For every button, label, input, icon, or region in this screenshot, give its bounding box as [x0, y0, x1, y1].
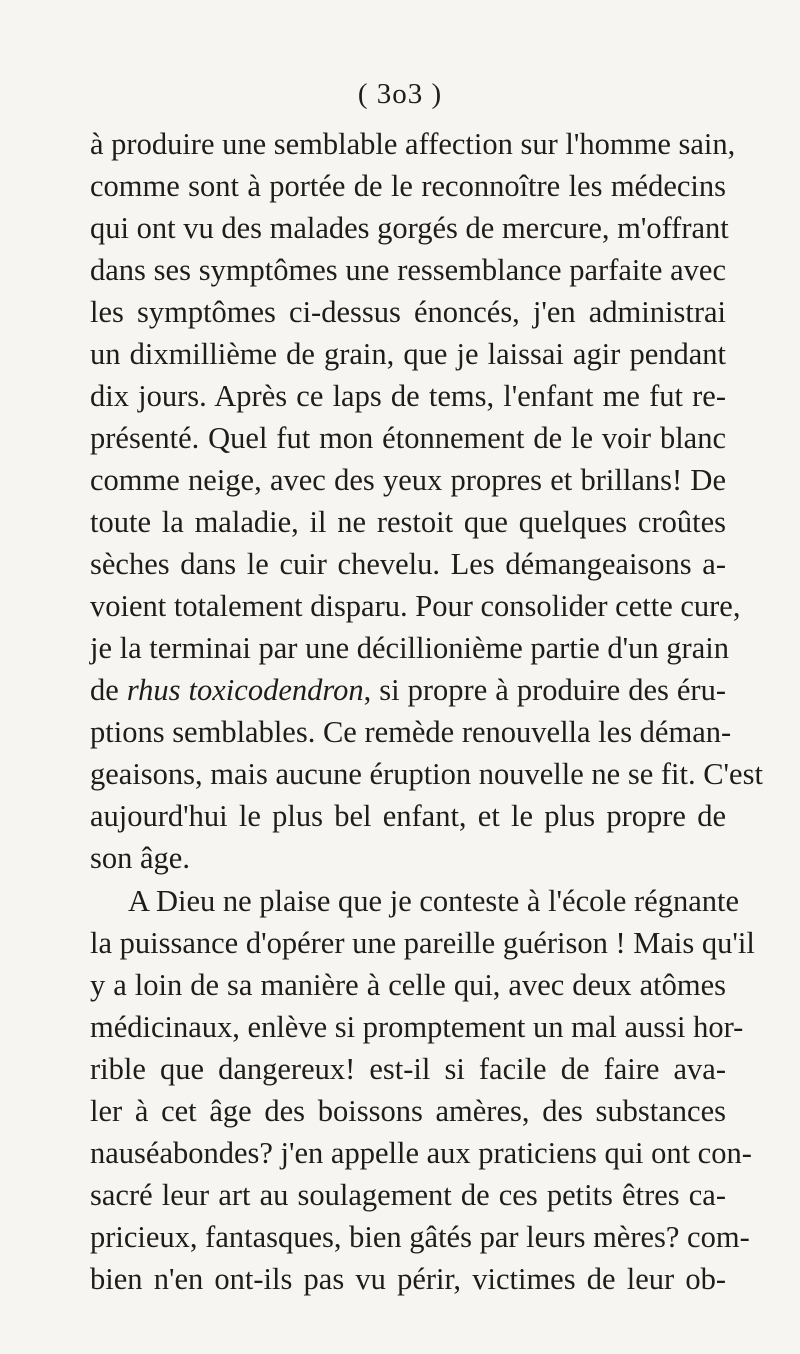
text-segment: , si propre à produire des éru-	[363, 673, 726, 707]
text-line: comme sont à portée de le reconnoître les médecins	[90, 169, 726, 203]
text-line: toute la maladie, il ne restoit que quelques croûtes	[90, 505, 726, 539]
page-number: ( 3o3 )	[357, 78, 443, 110]
text-line: geaisons, mais aucune éruption nouvelle ne se fit. C'est	[90, 757, 763, 791]
text-line: son âge.	[90, 841, 190, 875]
text-line: A Dieu ne plaise que je conteste à l'école régnante	[128, 884, 739, 918]
text-segment: de	[90, 673, 127, 707]
text-line: bien n'en ont-ils pas vu périr, victimes de leur ob-	[90, 1262, 726, 1296]
text-line: sacré leur art au soulagement de ces petits êtres ca-	[90, 1178, 726, 1212]
text-line: voient totalement disparu. Pour consolider cette cure,	[90, 589, 741, 623]
text-line: dix jours. Après ce laps de tems, l'enfant me fut re-	[90, 379, 726, 413]
text-line: nauséabondes? j'en appelle aux praticiens qui ont con-	[90, 1136, 752, 1170]
text-line: à produire une semblable affection sur l'homme sain,	[90, 127, 736, 161]
text-line: présenté. Quel fut mon étonnement de le voir blanc	[90, 421, 726, 455]
text-line: je la terminai par une décillionième partie d'un grain	[90, 631, 729, 665]
text-line: la puissance d'opérer une pareille guérison ! Mais qu'il	[90, 926, 755, 960]
text-line: ler à cet âge des boissons amères, des substances	[90, 1094, 726, 1128]
text-line-with-italic	[90, 675, 726, 706]
text-line: rible que dangereux! est-il si facile de faire ava-	[90, 1052, 726, 1086]
italic-term: rhus toxicodendron	[126, 673, 364, 707]
text-line: dans ses symptômes une ressemblance parfaite avec	[90, 253, 726, 287]
text-line: y a loin de sa manière à celle qui, avec deux atômes	[90, 968, 726, 1002]
text-line: pricieux, fantasques, bien gâtés par leurs mères? com-	[90, 1220, 750, 1254]
text-line: qui ont vu des malades gorgés de mercure, m'offrant	[90, 211, 729, 245]
text-line: les symptômes ci-dessus énoncés, j'en administrai	[90, 295, 726, 329]
text-line: sèches dans le cuir chevelu. Les démangeaisons a-	[90, 547, 726, 581]
text-line: aujourd'hui le plus bel enfant, et le plus propre de	[90, 799, 726, 833]
text-line: ptions semblables. Ce remède renouvella les déman-	[90, 715, 732, 749]
text-line: médicinaux, enlève si promptement un mal aussi hor-	[90, 1010, 744, 1044]
text-line: un dixmillième de grain, que je laissai agir pendant	[90, 337, 726, 371]
text-line: comme neige, avec des yeux propres et brillans! De	[90, 463, 726, 497]
